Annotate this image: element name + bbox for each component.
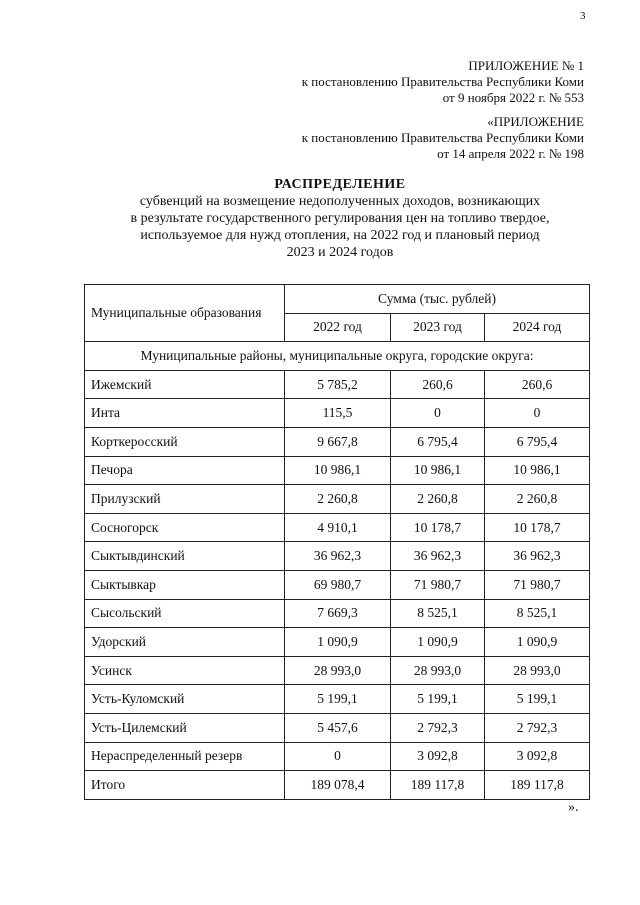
header-municipalities: Муниципальные образования [85,285,285,342]
row-value-2024: 36 962,3 [485,542,590,571]
row-value-2024: 10 986,1 [485,456,590,485]
row-value-2022: 4 910,1 [285,513,391,542]
appendix-previous-date: от 14 апреля 2022 г. № 198 [437,146,584,161]
row-value-2023: 8 525,1 [391,599,485,628]
row-value-2023: 260,6 [391,370,485,399]
row-value-2024: 5 199,1 [485,685,590,714]
appendix-previous-decree: к постановлению Правительства Республики Коми [301,130,584,145]
row-value-2023: 36 962,3 [391,542,485,571]
row-value-2022: 9 667,8 [285,427,391,456]
row-value-2024: 0 [485,399,590,428]
appendix-previous-title: «ПРИЛОЖЕНИЕ [487,114,584,129]
row-value-2023: 6 795,4 [391,427,485,456]
table-row [85,713,590,742]
row-name: Сосногорск [85,513,285,542]
row-name: Удорский [85,628,285,657]
row-value-2024: 71 980,7 [485,570,590,599]
appendix-current-decree: к постановлению Правительства Республики Коми [301,74,584,89]
table-row [85,742,590,771]
row-value-2022: 5 457,6 [285,713,391,742]
subtitle-line: 2023 и 2024 годов [286,245,394,260]
header-year-2022: 2022 год [285,313,391,342]
row-value-2024: 10 178,7 [485,513,590,542]
subtitle-line: используемое для нужд отопления, на 2022 год и плановый период [140,228,540,243]
row-name: Инта [85,399,285,428]
header-sum: Сумма (тыс. рублей) [285,285,590,314]
row-value-2024: 6 795,4 [485,427,590,456]
table-row [85,542,590,571]
table-row [85,685,590,714]
row-value-2023: 28 993,0 [391,656,485,685]
row-name: Печора [85,456,285,485]
header-year-2023: 2023 год [391,313,485,342]
appendix-current-reference [302,58,584,106]
distribution-table [84,284,590,800]
row-value-2023: 5 199,1 [391,685,485,714]
row-value-2022: 189 078,4 [285,771,391,800]
table-row [85,513,590,542]
row-value-2022: 5 785,2 [285,370,391,399]
row-value-2022: 0 [285,742,391,771]
document-title: РАСПРЕДЕЛЕНИЕ [274,177,406,192]
row-name: Ижемский [85,370,285,399]
row-value-2024: 2 260,8 [485,485,590,514]
row-value-2022: 10 986,1 [285,456,391,485]
document-heading [80,176,600,261]
row-value-2023: 10 178,7 [391,513,485,542]
page-number: 3 [580,10,586,22]
appendix-current-date: от 9 ноября 2022 г. № 553 [442,90,584,105]
closing-quote: ». [568,800,579,815]
row-value-2024: 8 525,1 [485,599,590,628]
table-row [85,456,590,485]
table-row [85,771,590,800]
row-value-2022: 28 993,0 [285,656,391,685]
row-name: Усть-Цилемский [85,713,285,742]
row-value-2023: 1 090,9 [391,628,485,657]
row-value-2024: 1 090,9 [485,628,590,657]
table-section-row [85,342,590,371]
table-row [85,399,590,428]
row-value-2023: 71 980,7 [391,570,485,599]
header-year-2024: 2024 год [485,313,590,342]
appendix-previous-reference [302,114,584,162]
section-label: Муниципальные районы, муниципальные округа, городские округа: [85,342,590,371]
row-name: Сыктывкар [85,570,285,599]
table-row [85,370,590,399]
row-value-2022: 7 669,3 [285,599,391,628]
subtitle-line: в результате государственного регулирования цен на топливо твердое, [130,211,550,226]
row-name: Усинск [85,656,285,685]
subtitle-line: субвенций на возмещение недополученных доходов, возникающих [139,194,541,209]
row-value-2024: 3 092,8 [485,742,590,771]
table-row [85,485,590,514]
row-name: Итого [85,771,285,800]
row-value-2022: 5 199,1 [285,685,391,714]
row-name: Усть-Куломский [85,685,285,714]
row-value-2023: 3 092,8 [391,742,485,771]
row-value-2023: 2 792,3 [391,713,485,742]
table-body [85,370,590,799]
row-value-2023: 189 117,8 [391,771,485,800]
table-row [85,427,590,456]
row-value-2023: 2 260,8 [391,485,485,514]
row-value-2023: 10 986,1 [391,456,485,485]
appendix-current-title: ПРИЛОЖЕНИЕ № 1 [468,58,584,73]
table-row [85,599,590,628]
row-value-2023: 0 [391,399,485,428]
row-value-2024: 2 792,3 [485,713,590,742]
row-value-2022: 36 962,3 [285,542,391,571]
row-value-2024: 189 117,8 [485,771,590,800]
row-value-2022: 2 260,8 [285,485,391,514]
row-name: Сысольский [85,599,285,628]
table-row [85,656,590,685]
row-value-2022: 69 980,7 [285,570,391,599]
row-value-2022: 115,5 [285,399,391,428]
table-header-row [85,285,590,314]
row-name: Нераспределенный резерв [85,742,285,771]
row-value-2024: 28 993,0 [485,656,590,685]
table-row [85,570,590,599]
table-row [85,628,590,657]
row-value-2024: 260,6 [485,370,590,399]
document-subtitle [80,193,600,261]
row-name: Корткеросский [85,427,285,456]
row-name: Прилузский [85,485,285,514]
row-name: Сыктывдинский [85,542,285,571]
row-value-2022: 1 090,9 [285,628,391,657]
